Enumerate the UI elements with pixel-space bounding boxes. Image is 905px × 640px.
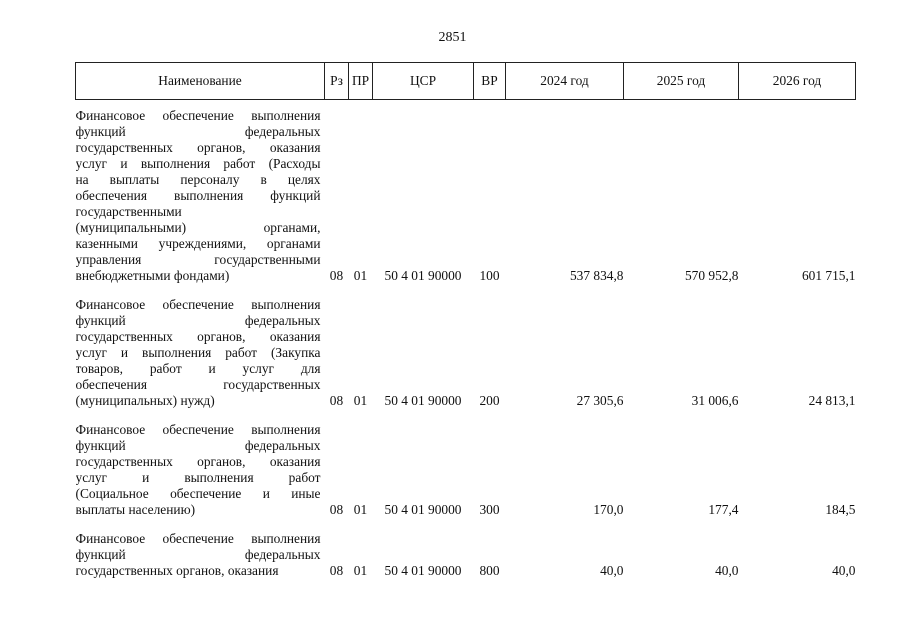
table-body — [76, 100, 856, 580]
row-value-2024: 40,0 — [600, 563, 624, 578]
row-name-line: обеспечения выполнения функций — [75, 188, 321, 203]
row-csr: 50 4 01 90000 — [384, 393, 462, 408]
page-number: 2851 — [438, 30, 467, 45]
row-value-2026: 184,5 — [825, 502, 856, 517]
row-pr: 01 — [353, 502, 368, 517]
row-name-line: товаров, работ и услуг для — [75, 361, 321, 376]
row-name-line: Финансовое обеспечение выполнения — [75, 297, 321, 312]
header-name: Наименование — [76, 63, 325, 100]
budget-table — [75, 62, 856, 579]
row-vr: 200 — [479, 393, 500, 408]
row-name — [76, 284, 325, 409]
row-name-line: функций федеральных — [75, 547, 321, 562]
header-vr: ВР — [474, 63, 506, 100]
row-name-line: выплаты населению) — [75, 502, 196, 517]
header-2025: 2025 год — [624, 63, 739, 100]
row-value-2026: 601 715,1 — [801, 268, 856, 283]
row-name-line: казенными учреждениями, органами — [75, 236, 321, 251]
row-value-2024: 537 834,8 — [569, 268, 624, 283]
row-rz: 08 — [329, 502, 344, 517]
row-name — [76, 518, 325, 579]
row-name-line: услуг и выполнения работ — [75, 470, 321, 485]
table-row — [76, 518, 856, 579]
row-name-line: Финансовое обеспечение выполнения — [75, 422, 321, 437]
row-value-2025: 177,4 — [708, 502, 739, 517]
header-csr: ЦСР — [373, 63, 474, 100]
row-rz: 08 — [329, 393, 344, 408]
table-row — [76, 284, 856, 409]
header-2024: 2024 год — [506, 63, 624, 100]
row-name-line: на выплаты персоналу в целях — [75, 172, 321, 187]
row-vr: 100 — [479, 268, 500, 283]
row-value-2025: 40,0 — [715, 563, 739, 578]
row-vr: 800 — [479, 563, 500, 578]
row-name-line: Финансовое обеспечение выполнения — [75, 108, 321, 123]
row-name-line: государственных органов, оказания — [75, 329, 321, 344]
row-name-line: внебюджетными фондами) — [75, 268, 230, 283]
row-rz: 08 — [329, 563, 344, 578]
row-csr: 50 4 01 90000 — [384, 502, 462, 517]
table-row — [76, 409, 856, 518]
row-name-line: государственных органов, оказания — [75, 454, 321, 469]
row-value-2025: 31 006,6 — [691, 393, 739, 408]
row-rz: 08 — [329, 268, 344, 283]
row-name-line: Финансовое обеспечение выполнения — [75, 531, 321, 546]
row-name-line: государственных органов, оказания — [75, 563, 279, 578]
header-2026: 2026 год — [739, 63, 856, 100]
row-name — [76, 100, 325, 285]
row-name-line: функций федеральных — [75, 438, 321, 453]
row-pr: 01 — [353, 563, 368, 578]
header-rz: Рз — [325, 63, 349, 100]
row-value-2024: 170,0 — [593, 502, 624, 517]
row-csr: 50 4 01 90000 — [384, 563, 462, 578]
table-header — [76, 63, 856, 100]
row-value-2026: 40,0 — [832, 563, 856, 578]
row-value-2024: 27 305,6 — [576, 393, 624, 408]
row-pr: 01 — [353, 268, 368, 283]
row-name-line: (муниципальных) нужд) — [75, 393, 215, 408]
row-name-line: функций федеральных — [75, 124, 321, 139]
row-name-line: обеспечения государственных — [75, 377, 321, 392]
header-pr: ПР — [349, 63, 373, 100]
table-row — [76, 100, 856, 285]
row-name-line: государственных органов, оказания — [75, 140, 321, 155]
row-value-2025: 570 952,8 — [684, 268, 739, 283]
row-name-line: (муниципальными) органами, — [75, 220, 321, 235]
row-name-line: функций федеральных — [75, 313, 321, 328]
row-csr: 50 4 01 90000 — [384, 268, 462, 283]
row-name-line: государственными — [75, 204, 182, 219]
row-pr: 01 — [353, 393, 368, 408]
row-name-line: (Социальное обеспечение и иные — [75, 486, 321, 501]
row-vr: 300 — [479, 502, 500, 517]
row-name-line: услуг и выполнения работ (Расходы — [75, 156, 321, 171]
row-value-2026: 24 813,1 — [808, 393, 856, 408]
row-name-line: управления государственными — [75, 252, 321, 267]
row-name — [76, 409, 325, 518]
row-name-line: услуг и выполнения работ (Закупка — [75, 345, 321, 360]
